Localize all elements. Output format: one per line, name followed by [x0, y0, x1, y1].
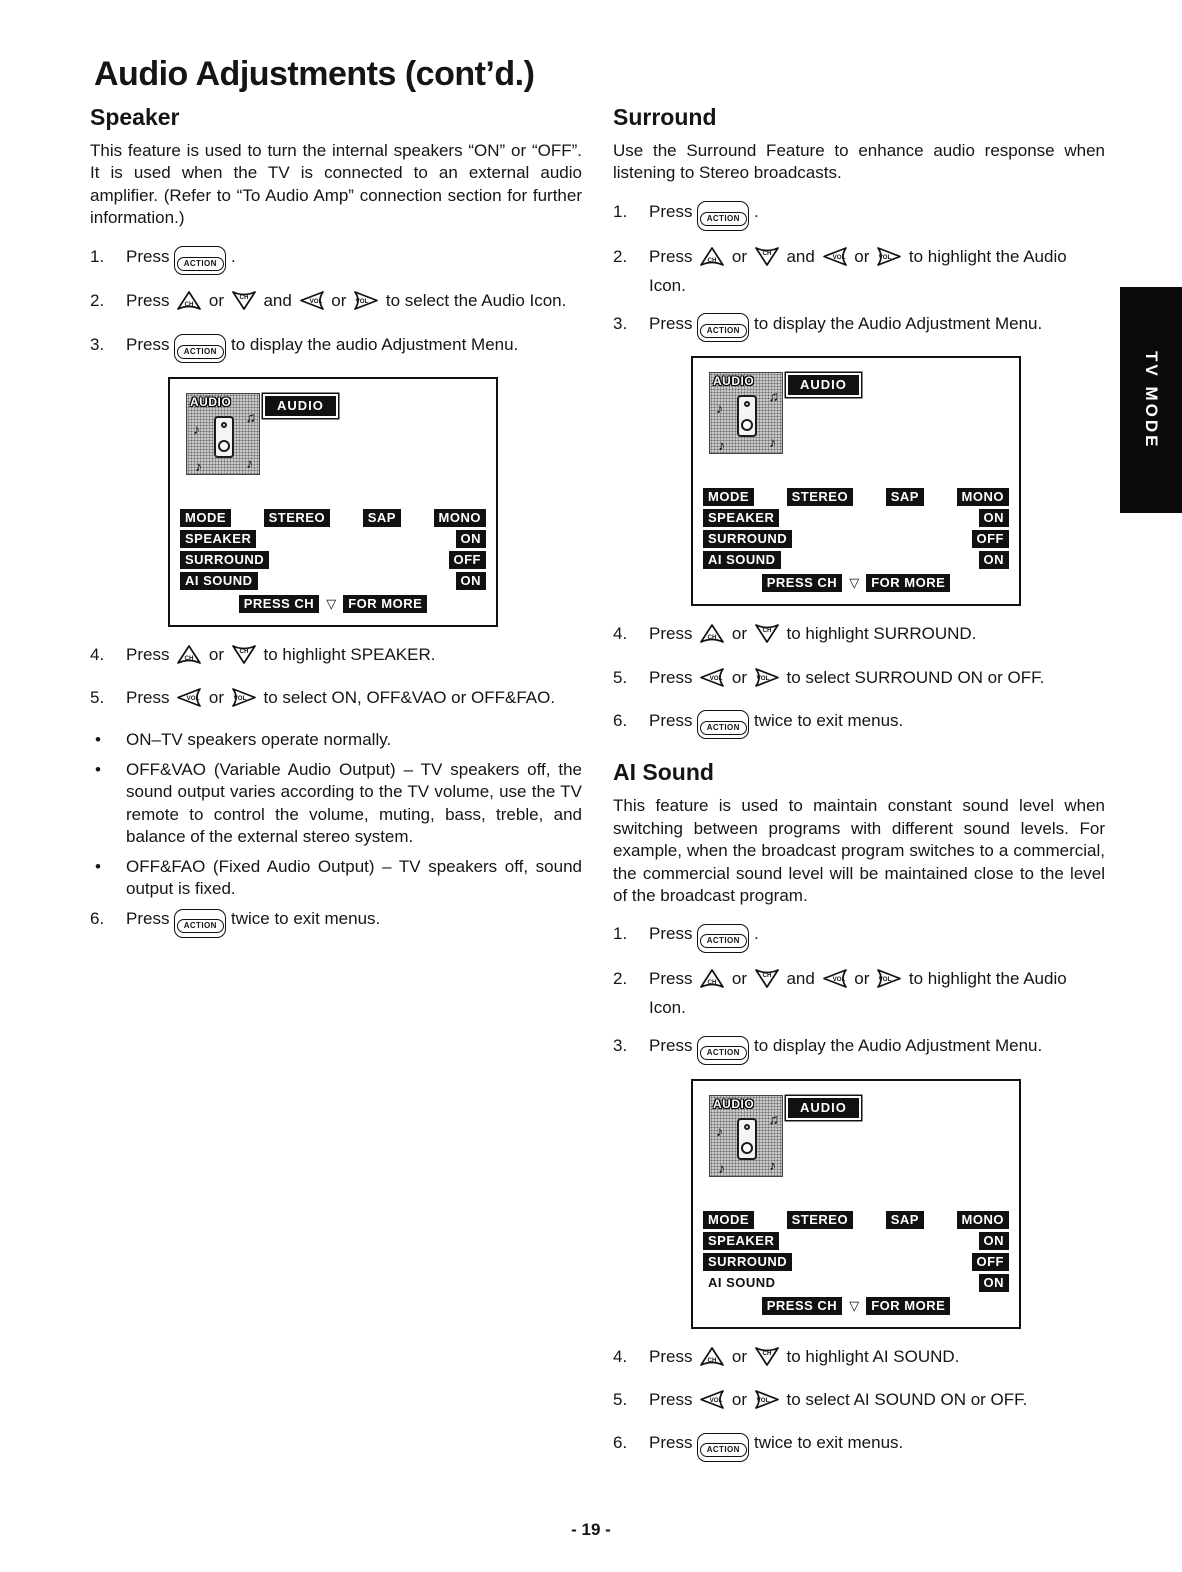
channel-up-icon: [176, 290, 202, 318]
osd-figure: [168, 377, 582, 627]
instruction-step: [90, 289, 582, 318]
svg-text:VOL: VOL: [756, 1397, 770, 1405]
speaker-hole: [744, 401, 750, 407]
audio-icon-label: AUDIO: [713, 374, 755, 389]
action-button-icon: [697, 313, 749, 342]
step-text: Press ACTION twice to exit menus.: [649, 1431, 1105, 1462]
step-number: 4.: [613, 1346, 628, 1366]
step-text: Press CH or CH and VOL or VOL to highlight the Audio Icon.: [649, 969, 1067, 1018]
step-text: Press ACTION .: [649, 200, 1105, 231]
action-button-label: ACTION: [700, 934, 747, 948]
svg-text:CH: CH: [762, 1349, 772, 1357]
step-number: 3.: [613, 1036, 628, 1056]
osd-item-row: [703, 551, 1009, 569]
speaker-hole: [741, 1142, 753, 1154]
osd-menu-rows: [703, 488, 1009, 595]
osd-item-label: SURROUND: [180, 551, 269, 569]
step-number: 1.: [613, 924, 628, 944]
osd-item-label: AI SOUND: [708, 1274, 776, 1290]
osd-item-row: [703, 509, 1009, 527]
osd-mode-cell: SAP: [886, 488, 924, 506]
channel-down-icon: [231, 644, 257, 672]
osd-item-value: ON: [456, 530, 487, 548]
volume-right-icon: [754, 1389, 780, 1417]
svg-text:VOL: VOL: [186, 695, 200, 703]
step-number: 6.: [613, 710, 628, 730]
action-button-label: ACTION: [700, 212, 747, 226]
svg-text:VOL: VOL: [832, 253, 845, 261]
volume-right-icon: [353, 290, 379, 318]
instruction-step: [613, 1345, 1105, 1374]
svg-text:CH: CH: [239, 648, 249, 656]
instruction-step: [613, 967, 1105, 1020]
step-text: Press ACTION twice to exit menus.: [649, 709, 1105, 740]
instruction-step: [613, 200, 1105, 231]
svg-text:CH: CH: [184, 655, 194, 663]
volume-left-icon: [699, 667, 725, 695]
instruction-step: [90, 907, 582, 938]
osd-footer-left: PRESS CH: [762, 574, 842, 592]
volume-right-icon: [876, 246, 902, 274]
bullet-item: [90, 856, 582, 901]
instruction-step: [613, 1431, 1105, 1462]
page-title: Audio Adjustments (cont’d.): [94, 55, 535, 93]
osd-menu-rows: [180, 509, 486, 616]
action-button-label: ACTION: [700, 721, 747, 735]
music-note-icon: ♪: [718, 437, 725, 454]
osd-item-label: SURROUND: [703, 530, 792, 548]
osd-mode-row: [180, 509, 486, 527]
step-number: 3.: [90, 334, 105, 354]
bullet-marker: •: [95, 856, 101, 876]
tv-onscreen-menu: [691, 356, 1021, 606]
svg-text:CH: CH: [707, 979, 717, 987]
osd-item-value: ON: [979, 509, 1010, 527]
osd-footer-right: FOR MORE: [866, 1297, 950, 1315]
step-number: 5.: [90, 688, 105, 708]
step-number: 1.: [613, 201, 628, 221]
step-text: Press ACTION .: [649, 922, 1105, 953]
bullet-text: OFF&FAO (Fixed Audio Output) – TV speakers off, sound output is fixed.: [126, 856, 582, 898]
audio-menu-tab: AUDIO: [788, 1098, 859, 1118]
svg-text:VOL: VOL: [756, 674, 770, 682]
speaker-hole: [741, 419, 753, 431]
channel-down-icon: [231, 290, 257, 318]
step-text: Press CH or CH and VOL or VOL to highlight the Audio Icon.: [649, 246, 1067, 295]
ai-sound-intro: This feature is used to maintain constant sound level when switching between programs with different sound levels. For example, when the broadcast program switches to a commercial, the commercial sound level will be maintained close to the level of the broadcast program.: [613, 796, 1105, 905]
step-text: Press CH or CH and VOL or VOL to select the Audio Icon.: [126, 289, 582, 318]
page-number: - 19 -: [571, 1520, 611, 1539]
channel-up-icon: [699, 623, 725, 651]
svg-text:VOL: VOL: [309, 298, 322, 306]
step-text: Press CH or CH to highlight SPEAKER.: [126, 643, 582, 672]
audio-icon-label: AUDIO: [190, 395, 232, 410]
svg-text:CH: CH: [184, 301, 194, 309]
action-button-icon: [697, 201, 749, 230]
osd-item-value: OFF: [449, 551, 487, 569]
speaker-heading: Speaker: [90, 104, 180, 130]
instruction-step: [90, 333, 582, 364]
action-button-label: ACTION: [700, 1443, 747, 1457]
ai-sound-heading: AI Sound: [613, 759, 714, 786]
osd-item-row: [180, 572, 486, 590]
action-button-icon: [697, 924, 749, 953]
svg-text:CH: CH: [762, 627, 772, 635]
volume-right-icon: [231, 687, 257, 715]
volume-right-icon: [754, 667, 780, 695]
osd-mode-cell: MONO: [957, 488, 1009, 506]
audio-icon-tile: [186, 393, 260, 475]
step-text: Press VOL or VOL to select AI SOUND ON or OFF.: [649, 1388, 1105, 1417]
svg-text:CH: CH: [762, 249, 772, 257]
audio-menu-tab: AUDIO: [788, 375, 859, 395]
osd-item-label: SPEAKER: [703, 509, 779, 527]
osd-footer-row: [703, 574, 1009, 592]
volume-left-icon: [699, 1389, 725, 1417]
bullet-marker: •: [95, 730, 101, 750]
svg-text:VOL: VOL: [878, 253, 892, 261]
osd-footer-left: PRESS CH: [762, 1297, 842, 1315]
step-text: Press ACTION to display the Audio Adjustment Menu.: [649, 1034, 1105, 1065]
action-button-label: ACTION: [177, 257, 224, 271]
action-button-icon: [174, 334, 226, 363]
osd-item-row: [180, 551, 486, 569]
svg-text:CH: CH: [707, 634, 717, 642]
music-note-icon: ♪: [718, 1159, 725, 1176]
surround-heading: Surround: [613, 104, 717, 130]
instruction-step: [90, 686, 582, 715]
instruction-step: [613, 312, 1105, 343]
osd-item-value: OFF: [972, 530, 1010, 548]
step-number: 5.: [613, 667, 628, 687]
osd-item-value: ON: [456, 572, 487, 590]
svg-text:VOL: VOL: [709, 1397, 723, 1405]
volume-left-icon: [822, 968, 848, 996]
speaker-graphic: [737, 1118, 757, 1160]
channel-down-icon: [754, 623, 780, 651]
step-text: Press ACTION to display the audio Adjustment Menu.: [126, 333, 582, 364]
audio-icon-tile: [709, 372, 783, 454]
bullet-text: OFF&VAO (Variable Audio Output) – TV speakers off, the sound output varies according to the TV volume, use the TV remote to control the volume, muting, bass, treble, and balance of the external stereo system.: [126, 759, 582, 847]
instruction-step: [613, 245, 1105, 298]
osd-mode-row: [703, 1211, 1009, 1229]
ai-sound-instruction-list: [613, 922, 1105, 1461]
action-button-icon: [697, 1433, 749, 1462]
osd-mode-cell: STEREO: [787, 488, 853, 506]
instruction-step: [613, 622, 1105, 651]
down-triangle-icon: ▽: [849, 1297, 860, 1313]
osd-figure: [691, 356, 1105, 606]
step-number: 2.: [613, 969, 628, 989]
osd-footer-row: [180, 595, 486, 613]
speaker-intro: This feature is used to turn the internal speakers “ON” or “OFF”. It is used when the TV is connected to an external audio amplifier. (Refer to “To Audio Amp” connection section for further information.): [90, 141, 582, 228]
channel-down-icon: [754, 246, 780, 274]
osd-item-row: [703, 1232, 1009, 1250]
action-button-icon: [697, 1036, 749, 1065]
svg-text:VOL: VOL: [233, 695, 247, 703]
osd-mode-cell: MONO: [957, 1211, 1009, 1229]
music-note-icon: ♪: [195, 458, 202, 475]
channel-up-icon: [699, 968, 725, 996]
step-number: 2.: [613, 246, 628, 266]
step-number: 6.: [90, 909, 105, 929]
osd-icon-area: [709, 372, 859, 454]
step-number: 4.: [90, 645, 105, 665]
osd-footer-right: FOR MORE: [866, 574, 950, 592]
speaker-instruction-list: [90, 245, 582, 938]
step-text: Press VOL or VOL to select ON, OFF&VAO or OFF&FAO.: [126, 686, 582, 715]
bullet-item: [90, 729, 582, 751]
step-number: 6.: [613, 1433, 628, 1453]
svg-text:VOL: VOL: [832, 976, 845, 984]
osd-figure: [691, 1079, 1105, 1329]
svg-text:VOL: VOL: [878, 976, 892, 984]
osd-item-value: ON: [979, 1232, 1010, 1250]
music-note-icon: ♪: [716, 1122, 723, 1139]
down-triangle-icon: ▽: [326, 596, 337, 612]
step-text: Press CH or CH to highlight AI SOUND.: [649, 1345, 1105, 1374]
instruction-step: [613, 922, 1105, 953]
speaker-graphic: [214, 416, 234, 458]
channel-up-icon: [699, 1346, 725, 1374]
osd-item-row: [703, 530, 1009, 548]
osd-item-value: ON: [979, 551, 1010, 569]
step-text: Press CH or CH to highlight SURROUND.: [649, 622, 1105, 651]
osd-menu-rows: [703, 1211, 1009, 1318]
osd-mode-cell: MODE: [703, 1211, 754, 1229]
action-button-icon: [174, 909, 226, 938]
step-text: Press VOL or VOL to select SURROUND ON or OFF.: [649, 666, 1105, 695]
action-button-label: ACTION: [177, 345, 224, 359]
tv-onscreen-menu: [168, 377, 498, 627]
svg-text:VOL: VOL: [355, 298, 369, 306]
surround-instruction-list: [613, 200, 1105, 739]
step-number: 5.: [613, 1390, 628, 1410]
osd-mode-cell: STEREO: [787, 1211, 853, 1229]
music-note-icon: ♪: [769, 434, 776, 451]
osd-item-row: [180, 530, 486, 548]
osd-footer-right: FOR MORE: [343, 595, 427, 613]
svg-text:CH: CH: [707, 256, 717, 264]
osd-mode-cell: MODE: [180, 509, 231, 527]
action-button-icon: [174, 246, 226, 275]
osd-item-row: [703, 1253, 1009, 1271]
tv-mode-side-tab: TV MODE: [1120, 287, 1182, 513]
right-column: [613, 104, 1105, 1476]
volume-left-icon: [176, 687, 202, 715]
instruction-step: [613, 1388, 1105, 1417]
osd-mode-cell: MONO: [434, 509, 486, 527]
action-button-label: ACTION: [700, 1046, 747, 1060]
step-number: 1.: [90, 246, 105, 266]
instruction-step: [613, 1034, 1105, 1065]
osd-icon-area: [709, 1095, 859, 1177]
osd-footer-row: [703, 1297, 1009, 1315]
osd-mode-cell: SAP: [886, 1211, 924, 1229]
osd-footer-left: PRESS CH: [239, 595, 319, 613]
channel-down-icon: [754, 968, 780, 996]
osd-mode-cell: SAP: [363, 509, 401, 527]
svg-text:CH: CH: [762, 972, 772, 980]
osd-mode-cell: STEREO: [264, 509, 330, 527]
step-text: Press ACTION .: [126, 245, 582, 276]
bullet-item: [90, 759, 582, 849]
step-number: 4.: [613, 624, 628, 644]
audio-icon-label: AUDIO: [713, 1096, 755, 1111]
music-note-icon: ♪: [769, 1156, 776, 1173]
speaker-hole: [744, 1124, 750, 1130]
music-note-icon: ♪: [246, 455, 253, 472]
surround-section: [613, 104, 1105, 739]
step-number: 3.: [613, 313, 628, 333]
volume-left-icon: [299, 290, 325, 318]
speaker-hole: [221, 422, 227, 428]
music-note-icon: ♫: [768, 1110, 779, 1127]
step-number: 2.: [90, 291, 105, 311]
left-column: [90, 104, 582, 952]
osd-item-label: SPEAKER: [703, 1232, 779, 1250]
channel-down-icon: [754, 1346, 780, 1374]
osd-item-row: [703, 1274, 1009, 1292]
music-note-icon: ♪: [716, 400, 723, 417]
instruction-step: [613, 666, 1105, 695]
speaker-section: [90, 104, 582, 938]
channel-up-icon: [176, 644, 202, 672]
music-note-icon: ♫: [768, 388, 779, 405]
osd-mode-row: [703, 488, 1009, 506]
music-note-icon: ♫: [245, 409, 256, 426]
osd-item-label: SURROUND: [703, 1253, 792, 1271]
tv-onscreen-menu: [691, 1079, 1021, 1329]
audio-menu-tab: AUDIO: [265, 396, 336, 416]
osd-item-label: AI SOUND: [703, 551, 781, 569]
surround-intro: Use the Surround Feature to enhance audio response when listening to Stereo broadcasts.: [613, 141, 1105, 183]
osd-mode-cell: MODE: [703, 488, 754, 506]
volume-right-icon: [876, 968, 902, 996]
action-button-label: ACTION: [700, 324, 747, 338]
action-button-icon: [697, 710, 749, 739]
ai-sound-section: [613, 759, 1105, 1462]
bullet-text: ON–TV speakers operate normally.: [126, 730, 392, 750]
step-text: Press ACTION twice to exit menus.: [126, 907, 582, 938]
audio-icon-tile: [709, 1095, 783, 1177]
step-text: Press ACTION to display the Audio Adjustment Menu.: [649, 312, 1105, 343]
speaker-hole: [218, 440, 230, 452]
music-note-icon: ♪: [193, 421, 200, 438]
instruction-step: [90, 643, 582, 672]
speaker-graphic: [737, 395, 757, 437]
instruction-step: [90, 245, 582, 276]
down-triangle-icon: ▽: [849, 575, 860, 591]
svg-text:CH: CH: [707, 1356, 717, 1364]
volume-left-icon: [822, 246, 848, 274]
channel-up-icon: [699, 246, 725, 274]
osd-item-value: ON: [979, 1274, 1010, 1292]
osd-item-label: AI SOUND: [180, 572, 258, 590]
osd-icon-area: [186, 393, 336, 475]
action-button-label: ACTION: [177, 919, 224, 933]
svg-text:VOL: VOL: [709, 674, 723, 682]
osd-item-value: OFF: [972, 1253, 1010, 1271]
instruction-step: [613, 709, 1105, 740]
osd-item-label: SPEAKER: [180, 530, 256, 548]
bullet-marker: •: [95, 759, 101, 779]
svg-text:CH: CH: [239, 294, 249, 302]
